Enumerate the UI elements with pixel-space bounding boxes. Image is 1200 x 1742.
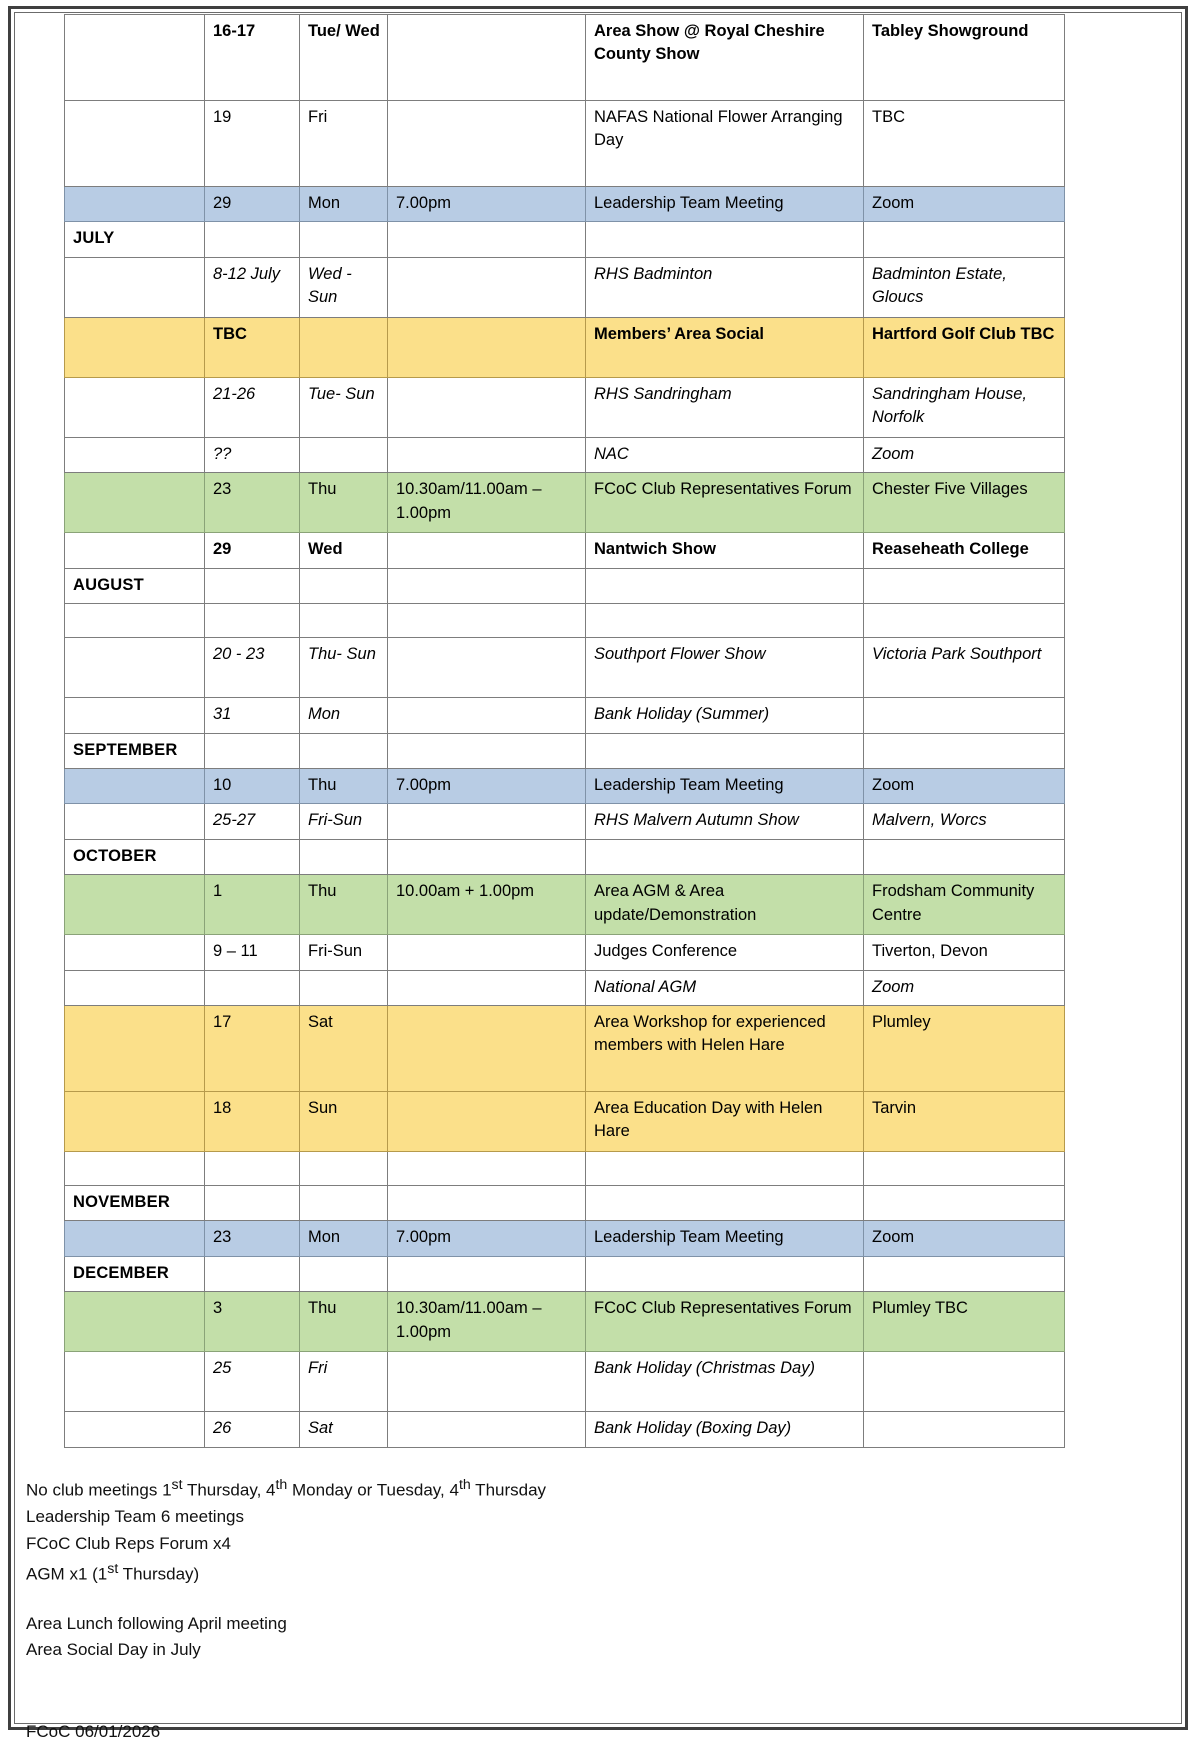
day-cell: Wed xyxy=(300,533,388,568)
day-cell: Mon xyxy=(300,698,388,733)
table-row xyxy=(65,257,1065,317)
event-cell xyxy=(586,1152,864,1186)
day-cell: Thu xyxy=(300,768,388,803)
note-agm-sup-st: st xyxy=(107,1560,119,1577)
event-cell: Area Workshop for experienced members with Helen Hare xyxy=(586,1006,864,1092)
date-cell: 29 xyxy=(205,533,300,568)
note-text-d: Thursday xyxy=(470,1480,547,1500)
note-sup-th-2: th xyxy=(458,1476,471,1493)
time-cell xyxy=(388,437,586,472)
venue-cell xyxy=(864,1152,1065,1186)
date-cell: 25-27 xyxy=(205,804,300,839)
event-cell xyxy=(586,733,864,768)
date-cell: 29 xyxy=(205,187,300,222)
venue-cell: Frodsham Community Centre xyxy=(864,875,1065,935)
table-row xyxy=(65,839,1065,874)
date-cell: 20 - 23 xyxy=(205,638,300,698)
month-cell xyxy=(65,15,205,101)
table-row xyxy=(65,875,1065,935)
table-row xyxy=(65,1152,1065,1186)
date-cell: 21-26 xyxy=(205,377,300,437)
calendar-rows xyxy=(65,15,1065,1448)
date-cell: 3 xyxy=(205,1292,300,1352)
month-cell xyxy=(65,935,205,970)
event-cell: Area Education Day with Helen Hare xyxy=(586,1092,864,1152)
table-row xyxy=(65,1092,1065,1152)
date-cell: 25 xyxy=(205,1352,300,1412)
time-cell xyxy=(388,101,586,187)
date-cell: 18 xyxy=(205,1092,300,1152)
time-cell xyxy=(388,733,586,768)
month-cell xyxy=(65,473,205,533)
calendar-notes xyxy=(26,1474,1160,1664)
month-cell xyxy=(65,768,205,803)
table-row xyxy=(65,935,1065,970)
event-cell: National AGM xyxy=(586,970,864,1005)
date-cell xyxy=(205,1186,300,1221)
month-cell xyxy=(65,187,205,222)
day-cell: Sat xyxy=(300,1412,388,1447)
event-cell: Bank Holiday (Christmas Day) xyxy=(586,1352,864,1412)
month-cell xyxy=(65,377,205,437)
date-cell xyxy=(205,1152,300,1186)
day-cell: Thu xyxy=(300,875,388,935)
venue-cell: Plumley TBC xyxy=(864,1292,1065,1352)
table-row xyxy=(65,804,1065,839)
venue-cell: Reaseheath College xyxy=(864,533,1065,568)
time-cell: 7.00pm xyxy=(388,768,586,803)
month-cell: AUGUST xyxy=(65,568,205,603)
event-cell: FCoC Club Representatives Forum xyxy=(586,473,864,533)
time-cell xyxy=(388,1352,586,1412)
date-cell: 10 xyxy=(205,768,300,803)
month-cell xyxy=(65,638,205,698)
month-cell xyxy=(65,1221,205,1256)
day-cell: Mon xyxy=(300,1221,388,1256)
date-cell xyxy=(205,970,300,1005)
table-row xyxy=(65,317,1065,377)
month-cell xyxy=(65,1292,205,1352)
date-cell: TBC xyxy=(205,317,300,377)
date-cell: 16-17 xyxy=(205,15,300,101)
month-cell xyxy=(65,804,205,839)
table-row xyxy=(65,1186,1065,1221)
venue-cell xyxy=(864,604,1065,638)
time-cell: 10.00am + 1.00pm xyxy=(388,875,586,935)
table-row xyxy=(65,101,1065,187)
table-row xyxy=(65,15,1065,101)
time-cell xyxy=(388,1092,586,1152)
time-cell xyxy=(388,15,586,101)
day-cell xyxy=(300,839,388,874)
event-cell: Leadership Team Meeting xyxy=(586,768,864,803)
date-cell xyxy=(205,568,300,603)
month-cell xyxy=(65,257,205,317)
table-row xyxy=(65,473,1065,533)
table-row xyxy=(65,698,1065,733)
venue-cell: Tarvin xyxy=(864,1092,1065,1152)
note-sup-th-1: th xyxy=(275,1476,288,1493)
document-content xyxy=(22,14,1160,1742)
day-cell xyxy=(300,1256,388,1291)
event-cell: RHS Sandringham xyxy=(586,377,864,437)
table-row xyxy=(65,437,1065,472)
day-cell: Tue/ Wed xyxy=(300,15,388,101)
note-sup-st-1: st xyxy=(171,1476,183,1493)
table-row xyxy=(65,604,1065,638)
date-cell xyxy=(205,839,300,874)
time-cell xyxy=(388,1186,586,1221)
month-cell xyxy=(65,604,205,638)
note-text-b: Thursday, 4 xyxy=(182,1480,276,1500)
note-area-social-day: Area Social Day in July xyxy=(26,1640,201,1660)
month-cell xyxy=(65,1352,205,1412)
event-cell: Judges Conference xyxy=(586,935,864,970)
time-cell xyxy=(388,533,586,568)
time-cell: 7.00pm xyxy=(388,187,586,222)
event-cell xyxy=(586,222,864,257)
date-cell: 9 – 11 xyxy=(205,935,300,970)
venue-cell xyxy=(864,1256,1065,1291)
time-cell xyxy=(388,698,586,733)
venue-cell xyxy=(864,1186,1065,1221)
month-cell xyxy=(65,970,205,1005)
venue-cell: Zoom xyxy=(864,970,1065,1005)
venue-cell: Tiverton, Devon xyxy=(864,935,1065,970)
month-cell xyxy=(65,1006,205,1092)
event-cell xyxy=(586,1186,864,1221)
venue-cell: Zoom xyxy=(864,768,1065,803)
venue-cell: Sandringham House, Norfolk xyxy=(864,377,1065,437)
date-cell xyxy=(205,1256,300,1291)
note-agm-text-b: Thursday) xyxy=(118,1564,200,1584)
table-row xyxy=(65,533,1065,568)
note-agm-text-a: AGM x1 (1 xyxy=(26,1564,108,1584)
table-row xyxy=(65,1412,1065,1447)
day-cell xyxy=(300,604,388,638)
event-cell: Bank Holiday (Boxing Day) xyxy=(586,1412,864,1447)
date-cell: 17 xyxy=(205,1006,300,1092)
event-cell xyxy=(586,839,864,874)
table-row xyxy=(65,733,1065,768)
table-row xyxy=(65,1292,1065,1352)
venue-cell: Zoom xyxy=(864,1221,1065,1256)
time-cell xyxy=(388,1006,586,1092)
event-cell: RHS Malvern Autumn Show xyxy=(586,804,864,839)
day-cell: Sat xyxy=(300,1006,388,1092)
time-cell xyxy=(388,377,586,437)
day-cell xyxy=(300,222,388,257)
venue-cell xyxy=(864,839,1065,874)
date-cell xyxy=(205,222,300,257)
table-row xyxy=(65,970,1065,1005)
day-cell: Wed - Sun xyxy=(300,257,388,317)
venue-cell xyxy=(864,733,1065,768)
table-row xyxy=(65,1006,1065,1092)
date-cell: 23 xyxy=(205,473,300,533)
month-cell: JULY xyxy=(65,222,205,257)
day-cell xyxy=(300,317,388,377)
venue-cell: Tabley Showground xyxy=(864,15,1065,101)
date-cell: 1 xyxy=(205,875,300,935)
day-cell xyxy=(300,733,388,768)
month-cell xyxy=(65,1092,205,1152)
day-cell: Fri-Sun xyxy=(300,804,388,839)
day-cell: Fri xyxy=(300,101,388,187)
time-cell xyxy=(388,638,586,698)
time-cell xyxy=(388,1412,586,1447)
venue-cell: TBC xyxy=(864,101,1065,187)
venue-cell: Malvern, Worcs xyxy=(864,804,1065,839)
event-cell: Nantwich Show xyxy=(586,533,864,568)
month-cell xyxy=(65,698,205,733)
venue-cell xyxy=(864,1352,1065,1412)
area-calendar-table xyxy=(64,14,1065,1448)
date-cell: ?? xyxy=(205,437,300,472)
venue-cell: Hartford Golf Club TBC xyxy=(864,317,1065,377)
venue-cell: Zoom xyxy=(864,187,1065,222)
note-leadership-team-meetings: Leadership Team 6 meetings xyxy=(26,1507,244,1527)
time-cell: 10.30am/11.00am – 1.00pm xyxy=(388,1292,586,1352)
time-cell: 10.30am/11.00am – 1.00pm xyxy=(388,473,586,533)
time-cell xyxy=(388,1152,586,1186)
time-cell xyxy=(388,604,586,638)
time-cell xyxy=(388,222,586,257)
month-cell xyxy=(65,1412,205,1447)
time-cell xyxy=(388,317,586,377)
note-text-a: No club meetings 1 xyxy=(26,1480,172,1500)
day-cell: Sun xyxy=(300,1092,388,1152)
table-row xyxy=(65,1221,1065,1256)
day-cell: Thu xyxy=(300,473,388,533)
venue-cell: Plumley xyxy=(864,1006,1065,1092)
note-club-reps-forum: FCoC Club Reps Forum x4 xyxy=(26,1534,232,1554)
month-cell: OCTOBER xyxy=(65,839,205,874)
day-cell: Mon xyxy=(300,187,388,222)
table-row xyxy=(65,187,1065,222)
venue-cell: Victoria Park Southport xyxy=(864,638,1065,698)
venue-cell xyxy=(864,568,1065,603)
event-cell xyxy=(586,604,864,638)
date-cell xyxy=(205,733,300,768)
table-row xyxy=(65,1352,1065,1412)
day-cell xyxy=(300,970,388,1005)
event-cell: FCoC Club Representatives Forum xyxy=(586,1292,864,1352)
event-cell: Leadership Team Meeting xyxy=(586,1221,864,1256)
date-cell: 8-12 July xyxy=(205,257,300,317)
day-cell xyxy=(300,568,388,603)
time-cell xyxy=(388,257,586,317)
note-text-c: Monday or Tuesday, 4 xyxy=(287,1480,459,1500)
month-cell xyxy=(65,317,205,377)
document-footer-reference: FCoC 06/01/2026 xyxy=(26,1722,161,1742)
date-cell: 23 xyxy=(205,1221,300,1256)
event-cell: Members’ Area Social xyxy=(586,317,864,377)
time-cell xyxy=(388,568,586,603)
table-row xyxy=(65,638,1065,698)
notes-spacer xyxy=(26,1589,1160,1611)
month-cell: NOVEMBER xyxy=(65,1186,205,1221)
day-cell: Thu xyxy=(300,1292,388,1352)
day-cell: Tue- Sun xyxy=(300,377,388,437)
month-cell xyxy=(65,101,205,187)
time-cell xyxy=(388,1256,586,1291)
event-cell: Area Show @ Royal Cheshire County Show xyxy=(586,15,864,101)
event-cell: Bank Holiday (Summer) xyxy=(586,698,864,733)
event-cell xyxy=(586,1256,864,1291)
event-cell: NAFAS National Flower Arranging Day xyxy=(586,101,864,187)
venue-cell: Badminton Estate, Gloucs xyxy=(864,257,1065,317)
date-cell: 31 xyxy=(205,698,300,733)
event-cell: Area AGM & Area update/Demonstration xyxy=(586,875,864,935)
venue-cell xyxy=(864,1412,1065,1447)
table-row xyxy=(65,768,1065,803)
month-cell xyxy=(65,875,205,935)
venue-cell: Zoom xyxy=(864,437,1065,472)
note-agm xyxy=(26,1558,1160,1589)
event-cell: RHS Badminton xyxy=(586,257,864,317)
event-cell xyxy=(586,568,864,603)
date-cell xyxy=(205,604,300,638)
day-cell: Fri xyxy=(300,1352,388,1412)
event-cell: Southport Flower Show xyxy=(586,638,864,698)
table-row xyxy=(65,222,1065,257)
month-cell: SEPTEMBER xyxy=(65,733,205,768)
note-area-lunch: Area Lunch following April meeting xyxy=(26,1613,287,1633)
month-cell xyxy=(65,437,205,472)
month-cell xyxy=(65,1152,205,1186)
time-cell xyxy=(388,935,586,970)
table-row xyxy=(65,377,1065,437)
time-cell xyxy=(388,804,586,839)
event-cell: Leadership Team Meeting xyxy=(586,187,864,222)
month-cell: DECEMBER xyxy=(65,1256,205,1291)
venue-cell: Chester Five Villages xyxy=(864,473,1065,533)
date-cell: 19 xyxy=(205,101,300,187)
day-cell xyxy=(300,1152,388,1186)
day-cell: Fri-Sun xyxy=(300,935,388,970)
date-cell: 26 xyxy=(205,1412,300,1447)
day-cell: Thu- Sun xyxy=(300,638,388,698)
table-row xyxy=(65,568,1065,603)
day-cell xyxy=(300,1186,388,1221)
event-cell: NAC xyxy=(586,437,864,472)
table-row xyxy=(65,1256,1065,1291)
venue-cell xyxy=(864,698,1065,733)
time-cell: 7.00pm xyxy=(388,1221,586,1256)
venue-cell xyxy=(864,222,1065,257)
time-cell xyxy=(388,970,586,1005)
note-no-club-meetings xyxy=(26,1474,1160,1505)
day-cell xyxy=(300,437,388,472)
time-cell xyxy=(388,839,586,874)
month-cell xyxy=(65,533,205,568)
